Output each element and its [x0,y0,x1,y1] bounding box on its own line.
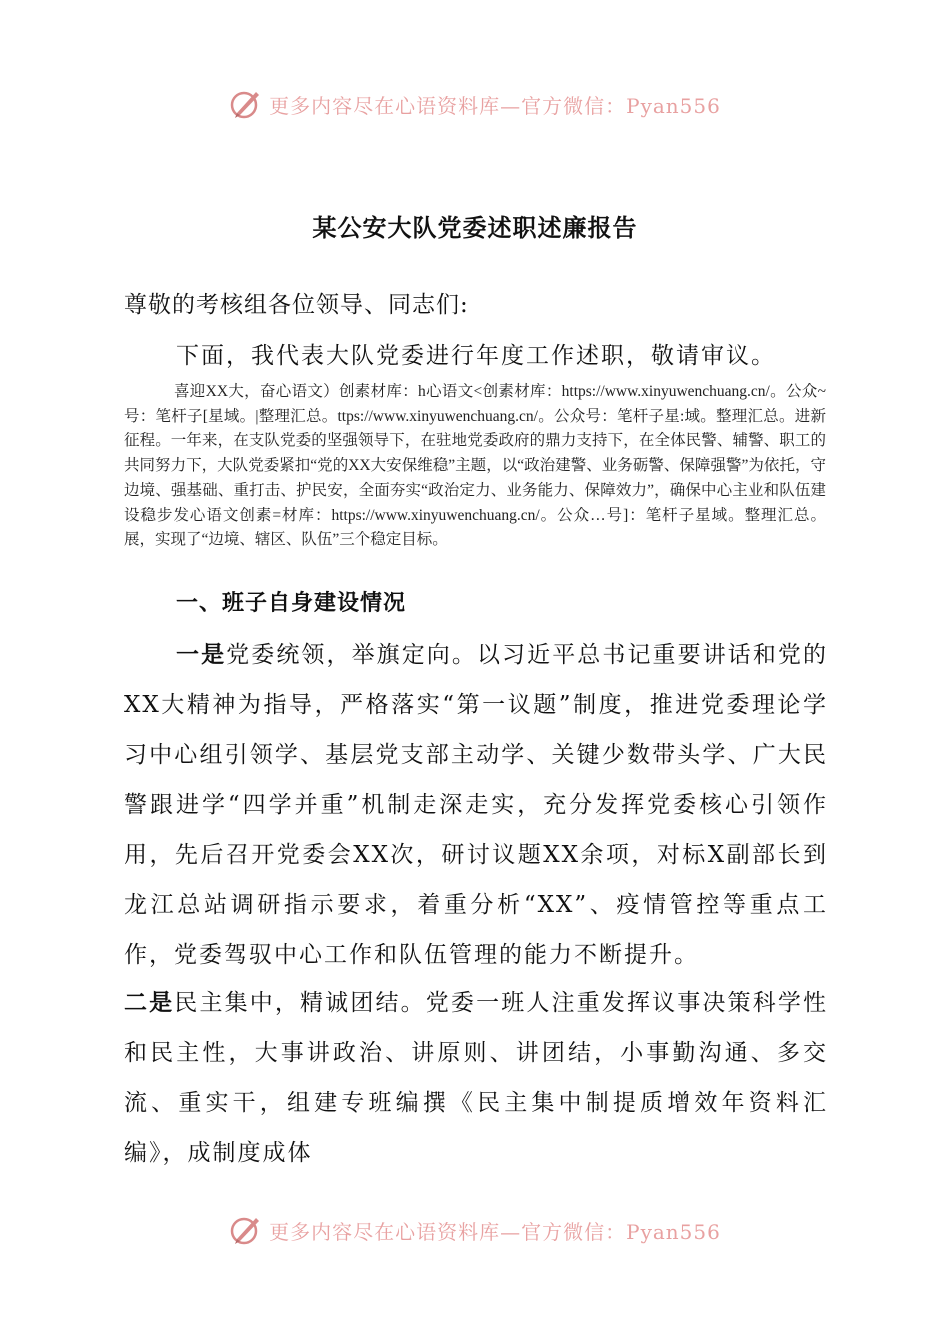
paragraph-2-lead: 二是 [124,989,175,1016]
watermark-header [0,84,950,124]
watermark-footer [0,1210,950,1250]
salutation: 尊敬的考核组各位领导、同志们: [124,292,469,318]
pen-logo-icon [229,87,263,121]
body-paragraph-2 [124,978,828,1178]
section-heading: 一、班子自身建设情况 [176,591,407,616]
body-paragraph-1 [124,630,828,980]
watermark-text: 更多内容尽在心语资料库—官方微信：Pyan556 [269,1219,721,1244]
document-title: 某公安大队党委述职述廉报告 [312,213,638,242]
watermark-text: 更多内容尽在心语资料库—官方微信：Pyan556 [269,93,721,118]
paragraph-2-text: 民主集中，精诚团结。党委一班人注重发挥议事决策科学性和民主性，大事讲政治、讲原则、讲团结，小事勤沟通、多交流、重实干，组建专班编撰《民主集中制提质增效年资料汇编》，成制度成体 [124,990,829,1166]
paragraph-1-text: 党委统领，举旗定向。以习近平总书记重要讲话和党的XX大精神为指导，严格落实“第一议题”制度，推进党委理论学习中心组引领学、基层党支部主动学、关键少数带头学、广大民警跟进学“四学并重”机制走深走实，充分发挥党委核心引领作用，先后召开党委会XX次，研讨议题XX余项，对标X副部长到龙江总站调研指示要求，着重分析“XX”、疫情管控等重点工作，党委驾驭中心工作和队伍管理的能力不断提升。 [124,642,829,968]
pen-logo-icon [229,1213,263,1247]
intro-paragraph: 下面，我代表大队党委进行年度工作述职，敬请审议。 [176,343,776,369]
small-print-paragraph: 喜迎XX大，奋心语文）创素材库：h心语文<创素材库：https://www.xinyuwenchuang.cn/。公众~号：笔杆子[星域。|整理汇总。ttps://www.xinyuwenchuang.cn/。公众号：笔杆子星:域。整理汇总。进新征程。一年来，在支队党委的坚强领导下，在驻地党委政府的鼎力支持下，在全体民警、辅警、职工的共同努力下，大队党委紧扣“党的XX大安保维稳”主题，以“政治建警、业务砺警、保障强警”为依托，守边境、强基础、重打击、护民安，全面夯实“政治定力、业务能力、保障效力”，确保中心主业和队伍建设稳步发心语文创素=材库：https://www.xinyuwenchuang.cn/。公众…号]：笔杆子星域。整理汇总。展，实现了“边境、辖区、队伍”三个稳定目标。 [124,383,826,549]
paragraph-1-lead: 一是 [176,641,227,668]
